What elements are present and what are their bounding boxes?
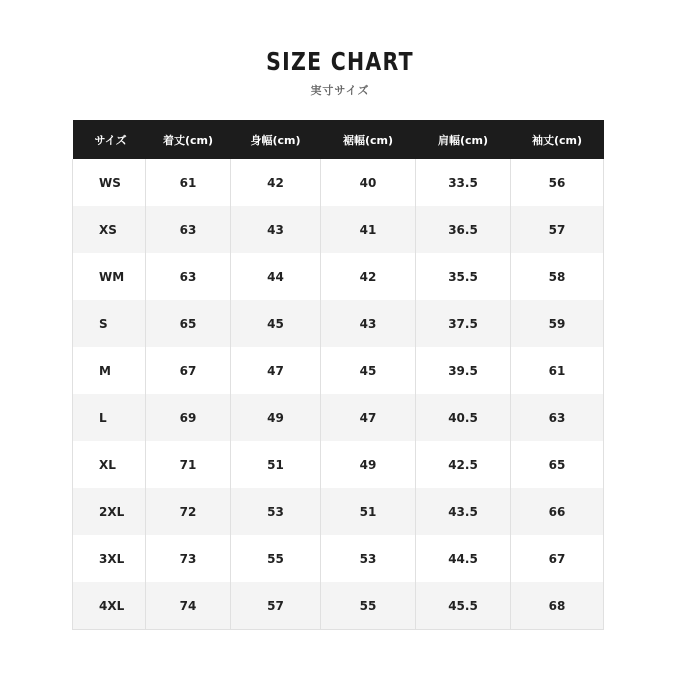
cell-size: 3XL <box>73 535 146 582</box>
cell-body-width: 53 <box>231 488 321 535</box>
cell-body-width: 43 <box>231 206 321 253</box>
cell-length: 65 <box>146 300 231 347</box>
cell-size: S <box>73 300 146 347</box>
cell-size: M <box>73 347 146 394</box>
column-header-shoulder-width: 肩幅(cm) <box>416 120 511 159</box>
table-row <box>73 535 604 582</box>
cell-body-width: 45 <box>231 300 321 347</box>
cell-length: 63 <box>146 253 231 300</box>
cell-body-width: 49 <box>231 394 321 441</box>
cell-hem-width: 55 <box>321 582 416 630</box>
cell-length: 67 <box>146 347 231 394</box>
cell-hem-width: 49 <box>321 441 416 488</box>
table-row <box>73 206 604 253</box>
cell-body-width: 44 <box>231 253 321 300</box>
cell-size: WM <box>73 253 146 300</box>
cell-shoulder-width: 44.5 <box>416 535 511 582</box>
cell-sleeve-length: 58 <box>511 253 604 300</box>
cell-sleeve-length: 56 <box>511 159 604 206</box>
cell-hem-width: 42 <box>321 253 416 300</box>
cell-hem-width: 40 <box>321 159 416 206</box>
table-row <box>73 394 604 441</box>
cell-sleeve-length: 68 <box>511 582 604 630</box>
cell-sleeve-length: 59 <box>511 300 604 347</box>
cell-hem-width: 45 <box>321 347 416 394</box>
cell-body-width: 47 <box>231 347 321 394</box>
cell-length: 73 <box>146 535 231 582</box>
table-row <box>73 582 604 630</box>
cell-size: 2XL <box>73 488 146 535</box>
cell-hem-width: 51 <box>321 488 416 535</box>
table-row <box>73 159 604 206</box>
cell-length: 71 <box>146 441 231 488</box>
column-header-length: 着丈(cm) <box>146 120 231 159</box>
cell-size: L <box>73 394 146 441</box>
table-row <box>73 488 604 535</box>
cell-shoulder-width: 40.5 <box>416 394 511 441</box>
cell-hem-width: 47 <box>321 394 416 441</box>
cell-sleeve-length: 61 <box>511 347 604 394</box>
cell-hem-width: 53 <box>321 535 416 582</box>
cell-sleeve-length: 63 <box>511 394 604 441</box>
cell-shoulder-width: 45.5 <box>416 582 511 630</box>
size-chart-table <box>72 120 604 630</box>
cell-shoulder-width: 33.5 <box>416 159 511 206</box>
cell-sleeve-length: 66 <box>511 488 604 535</box>
column-header-sleeve-length: 袖丈(cm) <box>511 120 604 159</box>
cell-sleeve-length: 57 <box>511 206 604 253</box>
table-row <box>73 441 604 488</box>
cell-body-width: 51 <box>231 441 321 488</box>
cell-sleeve-length: 67 <box>511 535 604 582</box>
cell-size: XL <box>73 441 146 488</box>
cell-size: 4XL <box>73 582 146 630</box>
column-header-hem-width: 裾幅(cm) <box>321 120 416 159</box>
cell-shoulder-width: 39.5 <box>416 347 511 394</box>
table-row <box>73 300 604 347</box>
cell-shoulder-width: 43.5 <box>416 488 511 535</box>
page-title: SIZE CHART <box>266 47 414 76</box>
cell-size: WS <box>73 159 146 206</box>
cell-hem-width: 43 <box>321 300 416 347</box>
cell-shoulder-width: 35.5 <box>416 253 511 300</box>
table-header-row <box>73 120 604 159</box>
cell-body-width: 42 <box>231 159 321 206</box>
page-subtitle: 実寸サイズ <box>310 84 370 97</box>
table-row <box>73 253 604 300</box>
table-row <box>73 347 604 394</box>
cell-length: 63 <box>146 206 231 253</box>
cell-sleeve-length: 65 <box>511 441 604 488</box>
cell-shoulder-width: 36.5 <box>416 206 511 253</box>
cell-shoulder-width: 37.5 <box>416 300 511 347</box>
cell-body-width: 57 <box>231 582 321 630</box>
column-header-body-width: 身幅(cm) <box>231 120 321 159</box>
cell-length: 72 <box>146 488 231 535</box>
cell-length: 74 <box>146 582 231 630</box>
cell-length: 69 <box>146 394 231 441</box>
cell-length: 61 <box>146 159 231 206</box>
column-header-size: サイズ <box>73 120 146 159</box>
cell-body-width: 55 <box>231 535 321 582</box>
cell-hem-width: 41 <box>321 206 416 253</box>
cell-shoulder-width: 42.5 <box>416 441 511 488</box>
cell-size: XS <box>73 206 146 253</box>
